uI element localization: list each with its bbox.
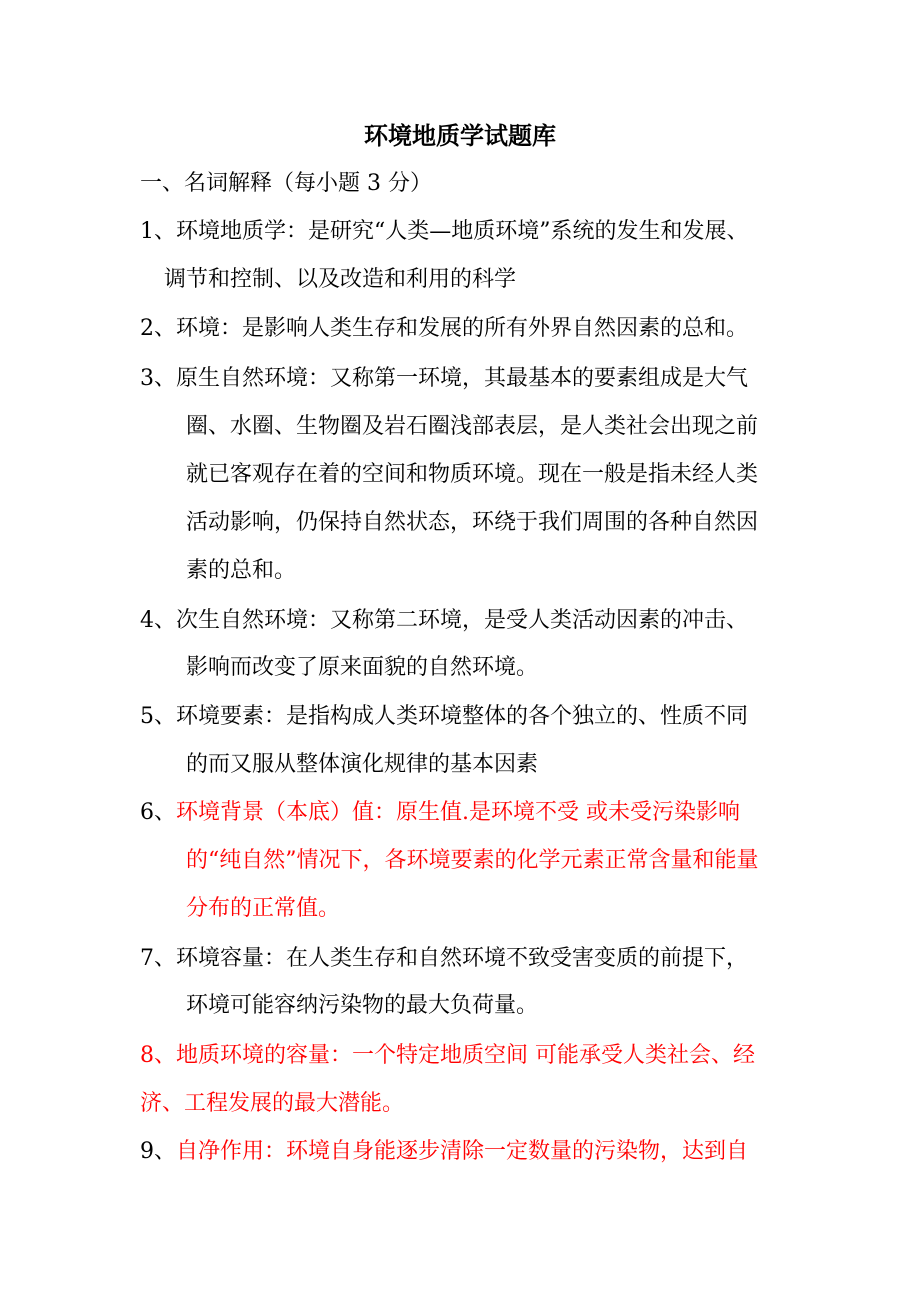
term-9-number: 9、 — [140, 1139, 176, 1164]
term-5-line-2: 的而又服从整体演化规律的基本因素 — [186, 752, 539, 777]
term-5-line-1: 5、环境要素：是指构成人类环境整体的各个独立的、性质不同 — [140, 704, 748, 729]
term-8-line-1: 8、地质环境的容量：一个特定地质空间 可能承受人类社会、经 — [140, 1043, 755, 1068]
document-title: 环境地质学试题库 — [364, 121, 556, 150]
term-1-line-1: 1、环境地质学：是研究“人类—地质环境”系统的发生和发展、 — [140, 219, 749, 244]
term-3-line-5: 素的总和。 — [186, 558, 297, 583]
term-4-line-2: 影响而改变了原来面貌的自然环境。 — [186, 655, 539, 680]
term-3-line-2: 圈、水圈、生物圈及岩石圈浅部表层，是人类社会出现之前 — [186, 414, 759, 439]
term-4-line-1: 4、次生自然环境：又称第二环境，是受人类活动因素的冲击、 — [140, 608, 748, 633]
section-heading: 一、名词解释（每小题 3 分） — [140, 171, 432, 196]
term-9-line-1 — [140, 1134, 748, 1170]
term-2-line-1: 2、环境：是影响人类生存和发展的所有外界自然因素的总和。 — [140, 316, 748, 341]
term-6-text: 环境背景（本底）值：原生值.是环境不受 或未受污染影响 — [176, 800, 740, 825]
term-6-number: 6、 — [140, 800, 176, 825]
term-6-line-3: 分布的正常值。 — [186, 896, 341, 921]
term-7-line-2: 环境可能容纳污染物的最大负荷量。 — [186, 993, 539, 1018]
term-9-text: 自净作用：环境自身能逐步清除一定数量的污染物，达到自 — [176, 1139, 749, 1164]
term-6-line-2: 的“纯自然”情况下，各环境要素的化学元素正常含量和能量 — [186, 848, 759, 873]
term-7-line-1: 7、环境容量：在人类生存和自然环境不致受害变质的前提下， — [140, 946, 748, 971]
term-8-line-2: 济、工程发展的最大潜能。 — [140, 1091, 405, 1116]
term-3-line-1: 3、原生自然环境：又称第一环境，其最基本的要素组成是大气 — [140, 366, 748, 391]
term-6-line-1 — [140, 795, 740, 831]
term-3-line-4: 活动影响，仍保持自然状态，环绕于我们周围的各种自然因 — [186, 510, 759, 535]
term-1-line-2: 调节和控制、以及改造和利用的科学 — [164, 267, 517, 292]
term-3-line-3: 就已客观存在着的空间和物质环境。现在一般是指未经人类 — [186, 462, 759, 487]
